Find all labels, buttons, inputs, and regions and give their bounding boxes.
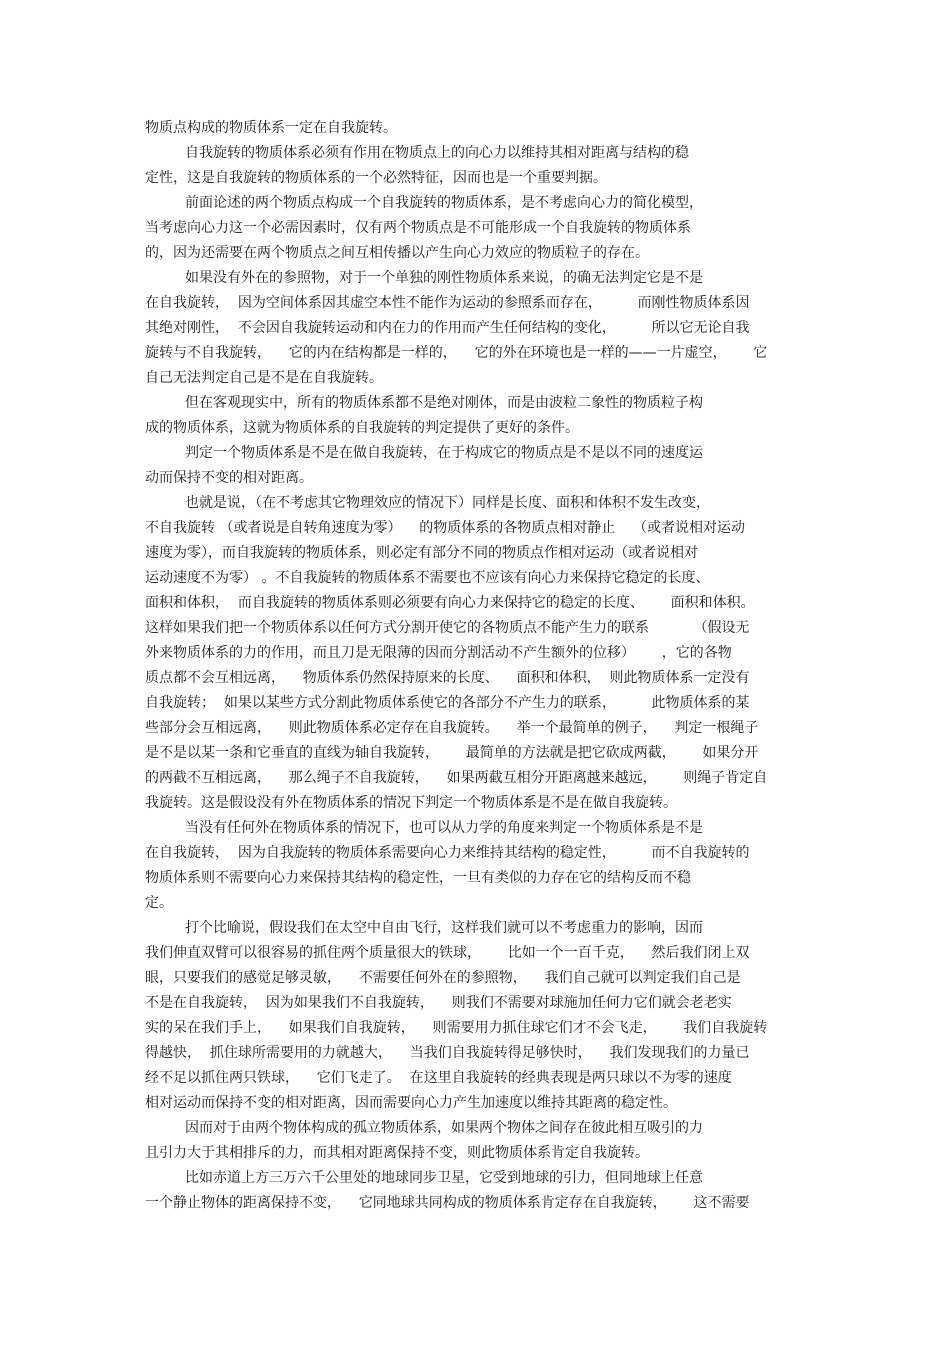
text-line: 物质体系则不需要向心力来保持其结构的稳定性，一旦有类似的力存在它的结构反而不稳 (145, 870, 691, 886)
text-line: 自己无法判定自己是不是在自我旋转。 (145, 370, 383, 386)
text-line: 运动速度不为零） 。不自我旋转的物质体系不需要也不应该有向心力来保持它稳定的长度、 (145, 570, 710, 586)
text-line: 动而保持不变的相对距离。 (145, 470, 313, 486)
text-line: 这样如果我们把一个物质体系以任何方式分割开使它的各物质点不能产生力的联系 （假设无 (145, 620, 750, 636)
text-line: 旋转与不自我旋转， 它的内在结构都是一样的， 它的外在环境也是一样的——一片虚空， 它 (145, 345, 768, 361)
text-line: 一个静止物体的距离保持不变， 它同地球共同构成的物质体系肯定存在自我旋转， 这不需要 (145, 1195, 750, 1211)
text-line: 些部分会互相远离， 则此物质体系必定存在自我旋转。 举一个最简单的例子， 判定一根绳子 (145, 720, 759, 736)
text-line: 经不足以抓住两只铁球， 它们飞走了。 在这里自我旋转的经典表现是两只球以不为零的速度 (145, 1070, 732, 1086)
text-line: 质点都不会互相远离， 物质体系仍然保持原来的长度、 面积和体积， 则此物质体系一定没有 (145, 670, 750, 686)
text-line: 其绝对刚性， 不会因自我旋转运动和内在力的作用而产生任何结构的变化， 所以它无论自我 (145, 320, 750, 336)
paragraph-line: 前面论述的两个物质点构成一个自我旋转的物质体系，是不考虑向心力的简化模型， (185, 195, 703, 211)
paragraph-line: 判定一个物质体系是不是在做自我旋转，在于构成它的物质点是不是以不同的速度运 (185, 445, 703, 461)
paragraph-line: 打个比喻说，假设我们在太空中自由飞行，这样我们就可以不考虑重力的影响，因而 (185, 920, 703, 936)
text-line: 得越快， 抓住球所需要用的力就越大， 当我们自我旋转得足够快时， 我们发现我们的力量已 (145, 1045, 750, 1061)
text-line: 相对运动而保持不变的相对距离，因而需要向心力产生加速度以维持其距离的稳定性。 (145, 1095, 677, 1111)
text-line: 定。 (145, 895, 173, 911)
text-line: 在自我旋转， 因为自我旋转的物质体系需要向心力来维持其结构的稳定性， 而不自我旋转的 (145, 845, 750, 861)
paragraph-line: 但在客观现实中，所有的物质体系都不是绝对刚体，而是由波粒二象性的物质粒子构 (185, 395, 703, 411)
text-line: 不是在自我旋转， 因为如果我们不自我旋转， 则我们不需要对球施加任何力它们就会老老实 (145, 995, 732, 1011)
text-line: 我们伸直双臂可以很容易的抓住两个质量很大的铁球， 比如一个一百千克， 然后我们闭上双 (145, 945, 750, 961)
text-line: 我旋转。这是假设没有外在物质体系的情况下判定一个物质体系是不是在做自我旋转。 (145, 795, 677, 811)
paragraph-line: 当没有任何外在物质体系的情况下，也可以从力学的角度来判定一个物质体系是不是 (185, 820, 703, 836)
text-line: 外来物质体系的力的作用，而且刀是无限薄的因而分割活动不产生额外的位移） ，它的各物 (145, 645, 732, 661)
text-line: 在自我旋转， 因为空间体系因其虚空本性不能作为运动的参照系而存在， 而刚性物质体系因 (145, 295, 750, 311)
paragraph-line: 比如赤道上方三万六千公里处的地球同步卫星，它受到地球的引力，但同地球上任意 (185, 1170, 703, 1186)
text-line: 当考虑向心力这一个必需因素时，仅有两个物质点是不可能形成一个自我旋转的物质体系 (145, 220, 691, 236)
text-line: 是不是以某一条和它垂直的直线为轴自我旋转， 最简单的方法就是把它砍成两截， 如果分开 (145, 745, 759, 761)
text-line: 定性，这是自我旋转的物质体系的一个必然特征，因而也是一个重要判据。 (145, 170, 607, 186)
text-line: 眼，只要我们的感觉足够灵敏， 不需要任何外在的参照物， 我们自己就可以判定我们自己是 (145, 970, 741, 986)
text-line: 成的物质体系，这就为物质体系的自我旋转的判定提供了更好的条件。 (145, 420, 579, 436)
text-line: 的，因为还需要在两个物质点之间互相传播以产生向心力效应的物质粒子的存在。 (145, 245, 649, 261)
text-line: 不自我旋转 （或者说是自转角速度为零） 的物质体系的各物质点相对静止 （或者说相对运动 (145, 520, 746, 536)
text-line: 且引力大于其相排斥的力，而其相对距离保持不变，则此物质体系肯定自我旋转。 (145, 1145, 649, 1161)
text-line: 自我旋转； 如果以某些方式分割此物质体系使它的各部分不产生力的联系， 此物质体系的某 (145, 695, 750, 711)
paragraph-line: 如果没有外在的参照物，对于一个单独的刚性物质体系来说，的确无法判定它是不是 (185, 270, 703, 286)
paragraph-line: 也就是说，（在不考虑其它物理效应的情况下）同样是长度、面积和体积不发生改变， (185, 495, 710, 511)
paragraph-line: 因而对于由两个物体构成的孤立物质体系，如果两个物体之间存在彼此相互吸引的力 (185, 1120, 703, 1136)
text-line: 面积和体积， 而自我旋转的物质体系则必须要有向心力来保持它的稳定的长度、 面积和体积。 (145, 595, 755, 611)
text-line: 实的呆在我们手上， 如果我们自我旋转， 则需要用力抓住球它们才不会飞走， 我们自我旋转 (145, 1020, 768, 1036)
text-line: 的两截不互相远离， 那么绳子不自我旋转， 如果两截互相分开距离越来越远， 则绳子肯定自 (145, 770, 768, 786)
paragraph-line: 自我旋转的物质体系必须有作用在物质点上的向心力以维持其相对距离与结构的稳 (185, 145, 689, 161)
text-line: 速度为零），而自我旋转的物质体系，则必定有部分不同的物质点作相对运动（或者说相对 (145, 545, 698, 561)
text-line: 物质点构成的物质体系一定在自我旋转。 (145, 120, 397, 136)
